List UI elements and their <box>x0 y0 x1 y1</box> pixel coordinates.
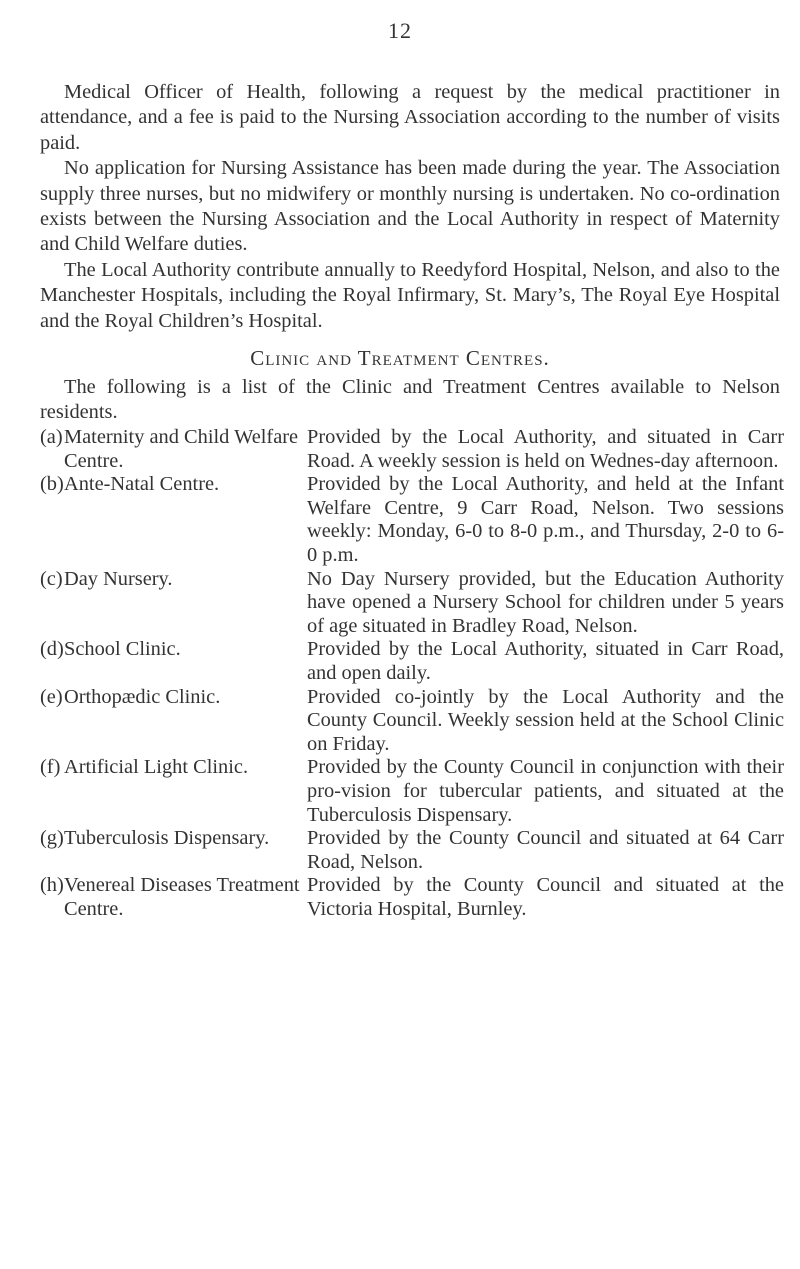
entry-name: Artificial Light Clinic. <box>64 756 249 779</box>
entry-letter: (e) <box>40 685 63 708</box>
list-item <box>40 638 784 685</box>
entry-name: Tuberculosis Dispensary. <box>64 827 270 850</box>
entry-name: Maternity and Child Welfare Centre. <box>64 426 299 472</box>
paragraph: The following is a list of the Clinic and Treatment Centres available to Nelson residents. <box>40 376 780 424</box>
entry-description: Provided by the County Council and situated at 64 Carr Road, Nelson. <box>307 827 784 873</box>
entry-description: Provided co-jointly by the Local Authority and the County Council. Weekly session held at the School Clinic on Friday. <box>307 685 784 755</box>
list-item <box>40 827 784 874</box>
entry-letter: (g) <box>40 827 64 850</box>
entry-description: Provided by the County Council and situated at the Victoria Hospital, Burnley. <box>307 874 784 920</box>
list-item <box>40 874 784 921</box>
entry-name: Ante-Natal Centre. <box>64 473 220 496</box>
list-item <box>40 686 784 757</box>
list-item <box>40 568 784 639</box>
entry-description: Provided by the County Council in conjunction with their pro-vision for tubercular patients, and situated at the Tuberculosis Dispensary. <box>307 756 784 826</box>
list-item <box>40 473 784 567</box>
entry-label <box>40 473 307 567</box>
entry-letter: (b) <box>40 473 64 496</box>
entry-letter: (a) <box>40 426 63 448</box>
paragraph: Medical Officer of Health, following a request by the medical practitioner in attendance, and a fee is paid to the Nursing Association according to the number of visits paid. <box>40 81 780 154</box>
paragraph: No application for Nursing Assistance has been made during the year. The Association supply three nurses, but no midwifery or monthly nursing is undertaken. No co-ordination exists between the Nursing Association and the Local Authority in respect of Maternity and Child Welfare duties. <box>40 157 780 256</box>
entry-description: Provided by the Local Authority, and held at the Infant Welfare Centre, 9 Carr Road, Nelson. Two sessions weekly: Monday, 6-0 to 8-0 p.m., and Thursday, 2-0 to 6-0 p.m. <box>307 473 784 566</box>
paragraph: The Local Authority contribute annually to Reedyford Hospital, Nelson, and also to the Manchester Hospitals, including the Royal Infirmary, St. Mary’s, The Royal Eye Hospital and the Royal Children’s Hospital. <box>40 258 780 332</box>
entry-label <box>40 568 307 639</box>
entry-label <box>40 686 307 757</box>
entry-letter: (c) <box>40 567 63 590</box>
entry-label <box>40 827 307 874</box>
entry-name: Day Nursery. <box>64 567 173 590</box>
entry-description: Provided by the Local Authority, and situated in Carr Road. A weekly session is held on Wednes-day afternoon. <box>307 426 784 472</box>
entry-letter: (h) <box>40 874 64 897</box>
entry-name: Orthopædic Clinic. <box>64 685 221 708</box>
entry-name: Venereal Diseases Treatment Centre. <box>64 874 300 920</box>
entry-label <box>40 638 307 685</box>
list-item <box>40 426 784 473</box>
entry-letter: (d) <box>40 638 64 661</box>
section-lead <box>40 375 780 426</box>
intro-text <box>40 80 780 334</box>
entry-name: School Clinic. <box>64 638 181 661</box>
entry-description: Provided by the Local Authority, situated in Carr Road, and open daily. <box>307 638 784 684</box>
page-number: 12 <box>388 18 412 43</box>
entry-label <box>40 426 307 473</box>
entry-label <box>40 756 307 827</box>
entry-description: No Day Nursery provided, but the Education Authority have opened a Nursery School for children under 5 years of age situated in Bradley Road, Nelson. <box>307 567 784 637</box>
entry-label <box>40 874 307 921</box>
entry-letter: (f) <box>40 756 61 779</box>
list-item <box>40 756 784 827</box>
centres-list <box>40 426 784 921</box>
section-heading: Clinic and Treatment Centres. <box>250 346 550 370</box>
